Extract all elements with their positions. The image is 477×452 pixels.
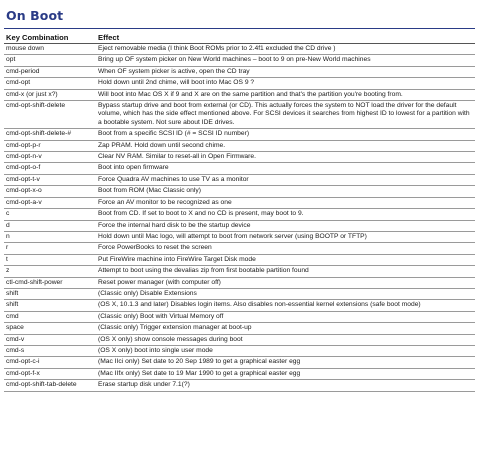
key-combination-cell: r [6,244,9,252]
table-row [4,44,475,55]
key-combination-cell: shift [6,289,19,297]
table-row [4,380,475,391]
key-combination-cell: cmd-opt-a-v [6,198,42,206]
table-row [4,186,475,197]
table-row [4,357,475,368]
table-row [4,209,475,220]
key-combination-cell: cmd-opt-shift-delete-# [6,130,72,138]
effect-cell: Hold down until Mac logo, will attempt to boot from network server (using BOOTP or TFTP) [98,232,367,240]
key-combination-cell: cmd-x (or just x?) [6,90,58,98]
effect-cell: (Classic only) Trigger extension manager at boot-up [98,324,252,332]
key-combination-cell: c [6,210,10,218]
key-combination-cell: cmd-opt-shift-tab-delete [6,381,77,389]
effect-cell: Reset power manager (with computer off) [98,278,221,286]
table-row [4,335,475,346]
table-row [4,78,475,89]
effect-cell: Boot from a specific SCSI ID (# = SCSI ID number) [98,130,250,138]
effect-cell: (OS X only) boot into single user mode [98,346,213,354]
effect-cell: Attempt to boot using the devalias zip from first bootable partition found [98,267,309,275]
effect-cell: Bypass startup drive and boot from external (or CD). This actually forces the system to NOT load the driver for the default volume, which has the side effect mentioned above. For SCSI devices it searches from highest ID to lowest for a partition with a bootable system. Not sure about IDE drives. [98,102,470,126]
table-row [4,163,475,174]
table-row [4,300,475,311]
effect-cell: Boot from ROM (Mac Classic only) [98,187,201,195]
column-header-key: Key Combination [6,33,69,42]
table-row [4,278,475,289]
key-combination-cell: n [6,232,10,240]
effect-cell: Clear NV RAM. Similar to reset-all in Open Firmware. [98,153,256,161]
key-combination-cell: cmd-s [6,346,25,354]
key-combination-cell: cmd-v [6,335,25,343]
effect-cell: Force Quadra AV machines to use TV as a monitor [98,175,249,183]
table-row [4,55,475,66]
title-divider [4,28,475,29]
table-row [4,266,475,277]
key-combination-cell: cmd-opt-n-v [6,153,42,161]
effect-cell: (Mac IIci only) Set date to 20 Sep 1989 to get a graphical easter egg [98,358,301,366]
key-combination-cell: z [6,267,10,275]
key-combination-cell: cmd-opt-shift-delete [6,102,66,110]
table-row [4,346,475,357]
effect-cell: Zap PRAM. Hold down until second chime. [98,141,226,149]
effect-cell: Hold down until 2nd chime, will boot into Mac OS 9 ? [98,79,255,87]
table-row [4,141,475,152]
key-combination-cell: cmd-opt-x-o [6,187,42,195]
key-combination-cell: cmd-opt-c-i [6,358,40,366]
key-combination-cell: cmd-opt-o-f [6,164,41,172]
effect-cell: (Classic only) Boot with Virtual Memory off [98,312,224,320]
effect-cell: Bring up OF system picker on New World machines – boot to 9 on pre-New World machines [98,56,371,64]
effect-cell: Erase startup disk under 7.1(?) [98,381,190,389]
key-combination-cell: ctl-cmd-shift-power [6,278,63,286]
effect-cell: (Classic only) Disable Extensions [98,289,197,297]
table-row [4,232,475,243]
key-combination-cell: cmd-opt-p-r [6,141,41,149]
key-combination-cell: cmd [6,312,19,320]
table-row [4,312,475,323]
table-row [4,90,475,101]
key-combination-cell: d [6,221,10,229]
effect-cell: (Mac IIfx only) Set date to 19 Mar 1990 to get a graphical easter egg [98,369,301,377]
table-row [4,255,475,266]
key-combination-cell: cmd-opt-t-v [6,175,40,183]
table-row [4,369,475,380]
column-header-effect: Effect [98,33,120,42]
key-combination-cell: space [6,324,24,332]
table-row [4,221,475,232]
key-combination-cell: shift [6,301,19,309]
effect-cell: Boot from CD. If set to boot to X and no CD is present, may boot to 9. [98,210,304,218]
table-row [4,129,475,140]
effect-cell: Will boot into Mac OS X if 9 and X are on the same partition and that's the partition you're booting from. [98,90,403,98]
effect-cell: Boot into open firmware [98,164,169,172]
effect-cell: Force an AV monitor to be recognized as one [98,198,232,206]
key-combination-cell: cmd-opt-f-x [6,369,40,377]
key-combination-cell: cmd-opt [6,79,31,87]
key-combination-cell: mouse down [6,45,44,52]
effect-cell: (OS X only) show console messages during boot [98,335,243,343]
table-row [4,175,475,186]
effect-cell: Force the internal hard disk to be the startup device [98,221,251,229]
table-row [4,289,475,300]
effect-cell: (OS X, 10.1.3 and later) Disables login items. Also disables non-essential kernel extensions (safe boot mode) [98,301,421,309]
effect-cell: When OF system picker is active, open the CD tray [98,67,250,75]
key-combination-cell: t [6,255,8,263]
table-row [4,101,475,129]
key-combination-table [4,44,475,392]
table-row [4,323,475,334]
table-row [4,243,475,254]
table-row [4,198,475,209]
section-title: On Boot [6,8,64,23]
effect-cell: Eject removable media (I think Boot ROMs prior to 2.4f1 excluded the CD drive ) [98,45,336,52]
table-row [4,152,475,163]
effect-cell: Force PowerBooks to reset the screen [98,244,212,252]
key-combination-cell: opt [6,56,16,64]
effect-cell: Put FireWire machine into FireWire Target Disk mode [98,255,256,263]
table-row [4,67,475,78]
key-combination-cell: cmd-period [6,67,40,75]
